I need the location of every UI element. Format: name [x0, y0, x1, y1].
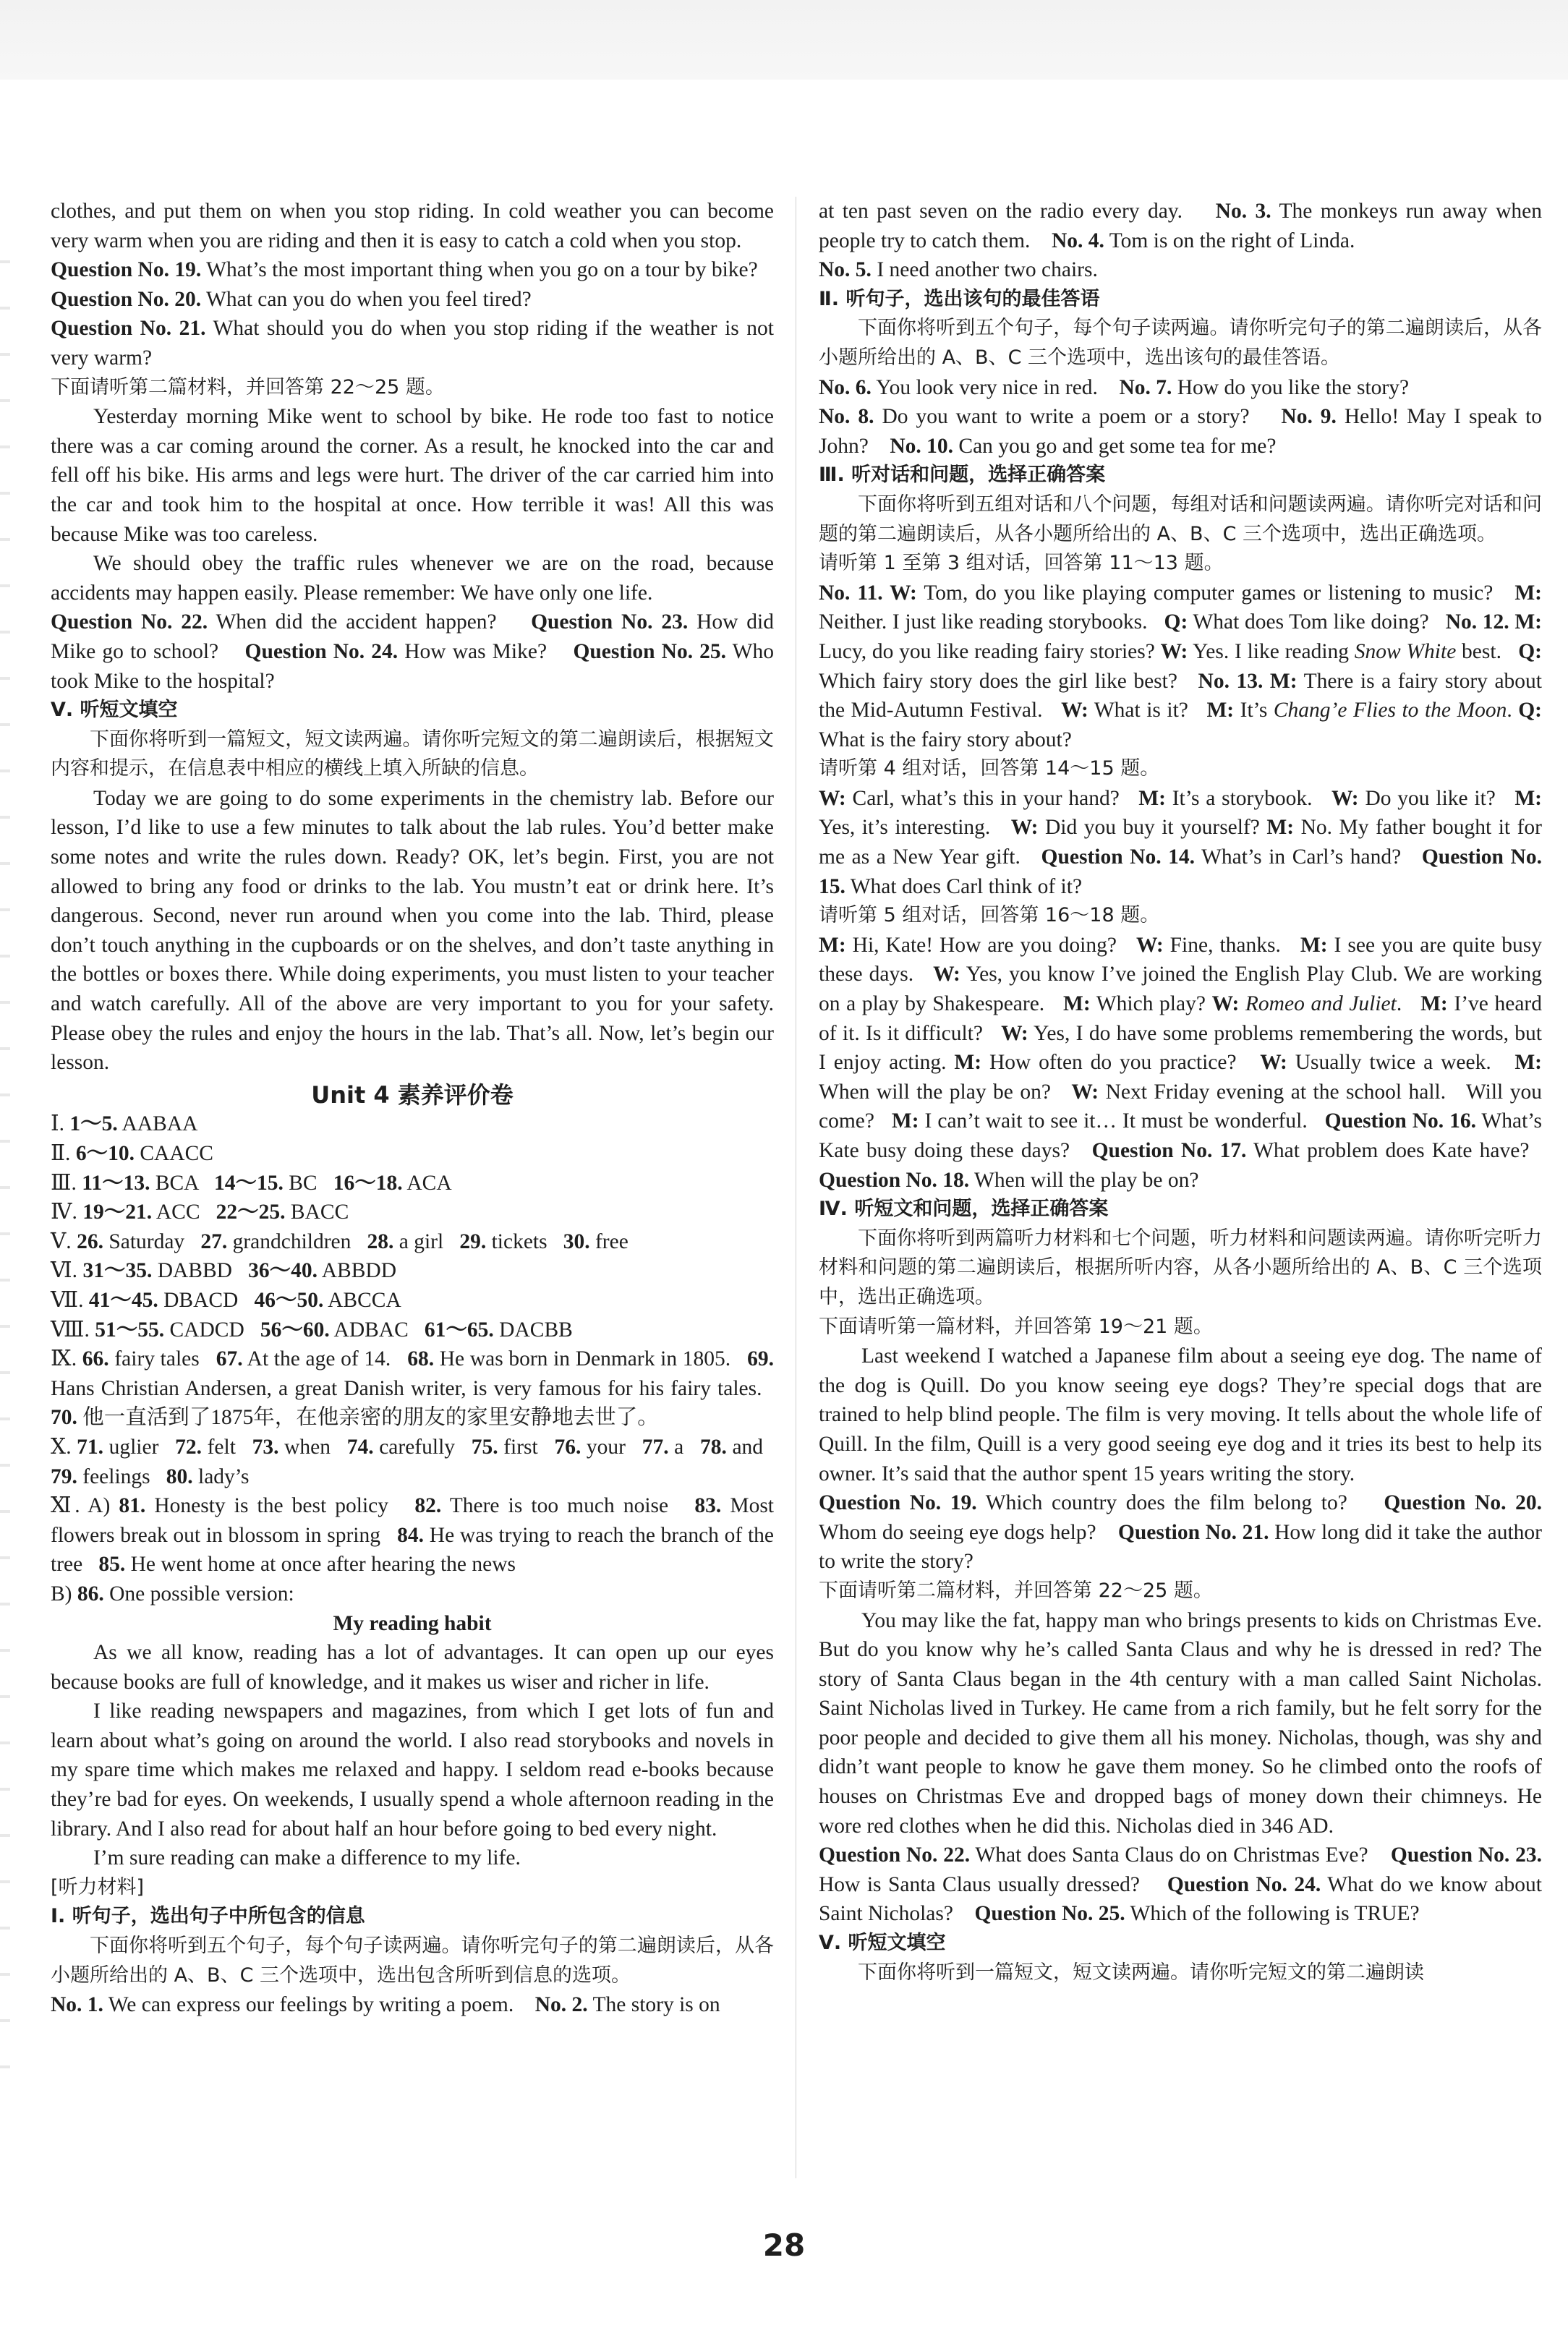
right-paragraph: at ten past seven on the radio every day. No. 3. The monkeys run away when people try to catch them. No. 4. Tom is on the right of Linda. — [819, 200, 1543, 252]
left-paragraph: As we all know, reading has a lot of advantages. It can open up our eyes because books are full of knowledge, and it makes us wiser and richer in life. — [51, 1641, 774, 1694]
left-paragraph: 下面请听第二篇材料，并回答第 22～25 题。 — [51, 375, 445, 398]
left-paragraph: We should obey the traffic rules whenever we are on the road, because accidents may happen easily. Please remember: We have only one life. — [51, 552, 774, 605]
left-paragraph: 下面你将听到一篇短文，短文读两遍。请你听完短文的第二遍朗读后，根据短文内容和提示，在信息表中相应的横线上填入所缺的信息。 — [51, 728, 774, 780]
right-paragraph: You may like the fat, happy man who brings presents to kids on Christmas Eve. But do you know why he’s called Santa Claus and why he is dressed in red? The story of Santa Claus began in the 4th century with a man called Saint Nicholas. Saint Nicholas lived in Turkey. He came from a rich family, but he felt sorry for the poor people and decided to give them all his money. Nicholas, though, was shy and didn’t want people to know he gave them money. So he climbed onto the roofs of houses on Christmas Eve and dropped bags of money down their chimneys. He wore red clothes when he did this. Nicholas died in 346 AD. — [819, 1608, 1542, 1838]
answer-line: Ⅰ. 1～5. AABAA — [51, 1112, 198, 1136]
right-paragraph: W: Carl, what’s this in your hand? M: It’s a storybook. W: Do you like it? M: Yes, it’s interesting. W: Did you buy it yourself? M: No. My father bought it for me as a New Year gift. Question No. 14. What’s in Carl’s hand? Question No. 15. What does Carl think of it? — [819, 786, 1542, 898]
right-paragraph: Last weekend I watched a Japanese film about a seeing eye dog. The name of the dog is Quill. Do you know seeing eye dogs? They’re special dogs that are trained to help blind people. The film is very moving. It tells about the whole life of Quill. In the film, Quill is a very good seeing eye dog and it tries its best to help its owner. It’s said that the author spent 15 years writing the story. — [819, 1344, 1542, 1485]
unit-title: My reading habit — [333, 1611, 492, 1635]
right-paragraph: 下面你将听到两篇听力材料和七个问题，听力材料和问题读两遍。请你听完听力材料和问题的第二遍朗读后，根据所听内容，从各小题所给出的 A、B、C 三个选项中，选出正确选项。 — [819, 1227, 1542, 1308]
right-paragraph: Question No. 22. What does Santa Claus do on Christmas Eve? Question No. 23. How is Santa Claus usually dressed? Question No. 24. What do we know about Saint Nicholas? Question No. 25. Which of the following is TRUE? — [819, 1843, 1542, 1926]
left-paragraph: No. 1. We can express our feelings by writing a poem. No. 2. The story is on — [51, 1993, 720, 2017]
left-column — [51, 197, 774, 2020]
right-paragraph: No. 5. I need another two chairs. — [819, 258, 1098, 282]
answer-line: Ⅺ. A) 81. Honesty is the best policy 82. There is too much noise 83. Most flowers break out in blossom in spring 84. He was trying to reach the branch of the tree 85. He went home at once after hearing the news — [51, 1494, 775, 1577]
right-section-heading: Ⅳ. 听短文和问题，选择正确答案 — [819, 1198, 1109, 1221]
left-paragraph: Today we are going to do some experiments in the chemistry lab. Before our lesson, I’d like to use a few minutes to talk about the lab rules. You’d better make some notes and write the rules down. Ready? OK, let’s begin. First, you are not allowed to bring any food or drinks to the lab. You mustn’t eat or drink here. It’s dangerous. Second, never run around when you come into the lab. Third, please don’t touch anything in the cupboards or on the shelves, and don’t taste anything in the bottles or boxes there. While doing experiments, you must listen to your teacher and watch carefully. All of the above are very important to you for your safety. Please obey the rules and enjoy the hours in the lab. That’s all. Now, let’s begin our lesson. — [51, 786, 774, 1075]
answer-line: Ⅷ. 51～55. CADCD 56～60. ADBAC 61～65. DACBB — [51, 1318, 573, 1342]
left-paragraph: clothes, and put them on when you stop riding. In cold weather you can become very warm when you are riding and then it is easy to catch a cold when you stop. — [51, 200, 774, 252]
answer-line: Ⅵ. 31～35. DABBD 36～40. ABBDD — [51, 1259, 396, 1283]
answer-line: Ⅴ. 26. Saturday 27. grandchildren 28. a girl 29. tickets 30. free — [51, 1229, 629, 1253]
right-section-heading: Ⅱ. 听句子，选出该句的最佳答语 — [819, 287, 1100, 310]
right-paragraph: No. 8. Do you want to write a poem or a story? No. 9. Hello! May I speak to John? No. 10. Can you go and get some tea for me? — [819, 405, 1543, 458]
right-section-heading: Ⅲ. 听对话和问题，选择正确答案 — [819, 464, 1106, 487]
left-paragraph: Question No. 22. When did the accident happen? Question No. 23. How did Mike go to school? Question No. 24. How was Mike? Question No. 25. Who took Mike to the hospital? — [51, 610, 774, 693]
right-paragraph: 下面你将听到五组对话和八个问题，每组对话和问题读两遍。请你听完对话和问题的第二遍朗读后，从各小题所给出的 A、B、C 三个选项中，选出正确选项。 — [819, 493, 1542, 545]
left-section-heading: Ⅰ. 听句子，选出句子中所包含的信息 — [51, 1905, 365, 1928]
left-paragraph: [听力材料] — [51, 1875, 145, 1898]
right-paragraph: 请听第 1 至第 3 组对话，回答第 11～13 题。 — [819, 552, 1224, 575]
right-section-heading: Ⅴ. 听短文填空 — [819, 1932, 946, 1955]
right-paragraph: Question No. 19. Which country does the film belong to? Question No. 20. Whom do seeing eye dogs help? Question No. 21. How long did it take the author to write the story? — [819, 1491, 1542, 1574]
right-paragraph: 请听第 5 组对话，回答第 16～18 题。 — [819, 904, 1160, 927]
left-paragraph: Yesterday morning Mike went to school by bike. He rode too fast to notice there was a car coming around the corner. As a result, he knocked into the car and fell off his bike. His arms and legs were hurt. The driver of the car carried him into the car and took him to the hospital at once. How terrible it was! All this was because Mike was too careless. — [51, 405, 774, 546]
left-paragraph: I’m sure reading can make a difference to my life. — [93, 1846, 521, 1870]
left-paragraph: Question No. 21. What should you do when you stop riding if the weather is not very warm? — [51, 317, 774, 370]
left-section-heading: Ⅴ. 听短文填空 — [51, 699, 178, 722]
answer-line: Ⅳ. 19～21. ACC 22～25. BACC — [51, 1201, 349, 1224]
answer-line: Ⅱ. 6～10. CAACC — [51, 1142, 213, 1165]
right-column — [819, 197, 1542, 1987]
right-paragraph: 下面你将听到五个句子，每个句子读两遍。请你听完句子的第二遍朗读后，从各小题所给出的 A、B、C 三个选项中，选出该句的最佳答语。 — [819, 317, 1542, 369]
right-paragraph: No. 6. You look very nice in red. No. 7. How do you like the story? — [819, 375, 1410, 399]
right-paragraph: M: Hi, Kate! How are you doing? W: Fine, thanks. M: I see you are quite busy these days. W: Yes, you know I’ve joined the English Play Club. We are working on a play by Shakespeare. M: Which play? W: Romeo and Juliet. M: I’ve heard of it. Is it difficult? W: Yes, I do have some problems remembering the words, but I enjoy acting. M: How often do you practice? W: Usually twice a week. M: When will the play be on? W: Next Friday evening at the school hall. Will you come? M: I can’t wait to see it… It must be wonderful. Question No. 16. What’s Kate busy doing these days? Question No. 17. What problem does Kate have? Question No. 18. When will the play be on? — [819, 933, 1543, 1192]
right-paragraph: 下面请听第二篇材料，并回答第 22～25 题。 — [819, 1579, 1213, 1602]
right-paragraph: 下面请听第一篇材料，并回答第 19～21 题。 — [819, 1315, 1213, 1338]
page-header-band — [0, 0, 1568, 80]
right-paragraph: No. 11. W: Tom, do you like playing computer games or listening to music? M: Neither. I just like reading storybooks. Q: What does Tom like doing? No. 12. M: Lucy, do you like reading fairy stories? W: Yes. I like reading Snow White best. Q: Which fairy story does the girl like best? No. 13. M: There is a fairy story about the Mid-Autumn Festival. W: What is it? M: It’s Chang’e Flies to the Moon. Q: What is the fairy story about? — [819, 581, 1543, 751]
answer-line: B) 86. One possible version: — [51, 1582, 294, 1606]
answer-line: Ⅲ. 11～13. BCA 14～15. BC 16～18. ACA — [51, 1171, 452, 1195]
left-paragraph: 下面你将听到五个句子，每个句子读两遍。请你听完句子的第二遍朗读后，从各小题所给出的 A、B、C 三个选项中，选出包含所听到信息的选项。 — [51, 1935, 774, 1987]
unit-title: Unit 4 素养评价卷 — [311, 1080, 514, 1109]
answer-line: Ⅹ. 71. uglier 72. felt 73. when 74. carefully 75. first 76. your 77. a 78. and 79. feelings 80. lady’s — [51, 1435, 775, 1488]
right-paragraph: 下面你将听到一篇短文，短文读两遍。请你听完短文的第二遍朗读 — [858, 1961, 1424, 1984]
answer-line: Ⅶ. 41～45. DBACD 46～50. ABCCA — [51, 1288, 401, 1312]
right-paragraph: 请听第 4 组对话，回答第 14～15 题。 — [819, 757, 1160, 780]
left-paragraph: Question No. 19. What’s the most important thing when you go on a tour by bike? Question No. 20. What can you do when you feel tired? — [51, 258, 774, 311]
left-paragraph: I like reading newspapers and magazines, from which I get lots of fun and learn about what’s going on around the world. I also read storybooks and novels in my spare time which makes me relaxed and happy. I seldom read e-books because they’re bad for eyes. On weekends, I usually spend a whole afternoon reading in the library. And I also read for about half an hour before going to bed every night. — [51, 1700, 774, 1841]
answer-line: Ⅸ. 66. fairy tales 67. At the age of 14. 68. He was born in Denmark in 1805. 69. Hans Christian Andersen, a great Danish writer, is very famous for his fairy tales. 70. 他一直活到了1875年，在他亲密的朋友的家里安静地去世了。 — [51, 1347, 774, 1430]
binding-edge — [0, 217, 10, 2097]
page-number: 28 — [762, 2227, 806, 2263]
